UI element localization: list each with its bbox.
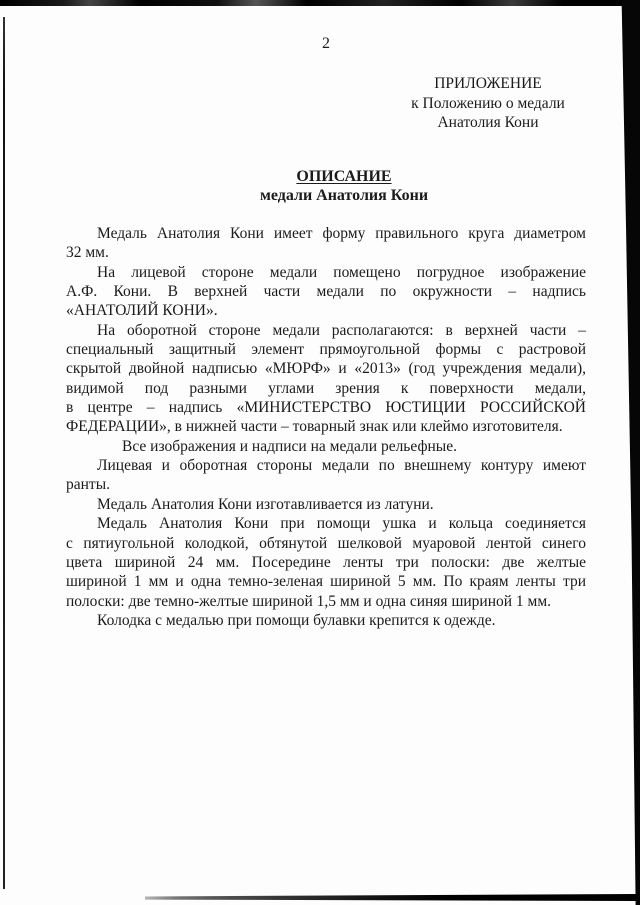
appendix-line: ПРИЛОЖЕНИЕ <box>434 75 542 92</box>
text-line: Колодка с медалью при помощи булавки крепится к одежде. <box>97 611 496 629</box>
text-line: Медаль Анатолия Кони изготавливается из латуни. <box>97 495 434 513</box>
document-heading <box>102 167 586 205</box>
text-line: На оборотной стороне медали располагаются: в верхней части – <box>97 321 586 339</box>
text-line: ФЕДЕРАЦИИ», в нижней части – товарный знак или клеймо изготовителя. <box>66 418 563 436</box>
appendix-line: Анатолия Кони <box>437 114 539 131</box>
text-line: Лицевая и оборотная стороны медали по внешнему контуру имеют <box>97 457 586 475</box>
text-line: в центре – надпись «МИНИСТЕРСТВО ЮСТИЦИИ РОССИЙСКОЙ <box>66 399 586 417</box>
scan-border-top <box>0 0 640 6</box>
text-line: шириной 1 мм и одна темно-зеленая шириной 5 мм. По краям ленты три <box>66 573 586 591</box>
page-number: 2 <box>322 35 330 52</box>
text-line: «АНАТОЛИЙ КОНИ». <box>66 302 218 320</box>
appendix-line: к Положению о медали <box>411 94 565 112</box>
heading-subtitle: медали Анатолия Кони <box>259 187 429 204</box>
text-line: Все изображения и надписи на медали рельефные. <box>122 437 457 455</box>
document-body <box>66 224 586 630</box>
text-line: полоски: две темно-желтые шириной 1,5 мм и одна синяя шириной 1 мм. <box>66 592 552 610</box>
scan-border-left <box>3 17 5 889</box>
text-line: 32 мм. <box>66 244 109 262</box>
text-line: ранты. <box>66 476 110 494</box>
text-line: с пятиугольной колодкой, обтянутой шелковой муаровой лентой синего <box>66 534 586 552</box>
scan-border-right <box>620 0 640 905</box>
text-line: цвета шириной 24 мм. Посередине ленты три полоски: две желтые <box>66 553 586 571</box>
text-line: На лицевой стороне медали помещено погрудное изображение <box>97 263 586 281</box>
text-line: А.Ф. Кони. В верхней части медали по окружности – надпись <box>66 283 586 301</box>
heading-title: ОПИСАНИЕ <box>296 168 392 185</box>
text-line: Медаль Анатолия Кони при помощи ушка и кольца соединяется <box>97 515 586 533</box>
appendix-block <box>410 74 566 133</box>
text-line: Медаль Анатолия Кони имеет форму правильного круга диаметром <box>97 225 586 242</box>
text-line: специальный защитный элемент прямоугольной формы с растровой <box>66 341 586 359</box>
text-line: видимой под разными углами зрения к поверхности медали, <box>66 379 586 397</box>
text-line: скрытой двойной надписью «МЮРФ» и «2013» (год учреждения медали), <box>66 360 586 378</box>
scan-border-bottom <box>145 894 640 901</box>
